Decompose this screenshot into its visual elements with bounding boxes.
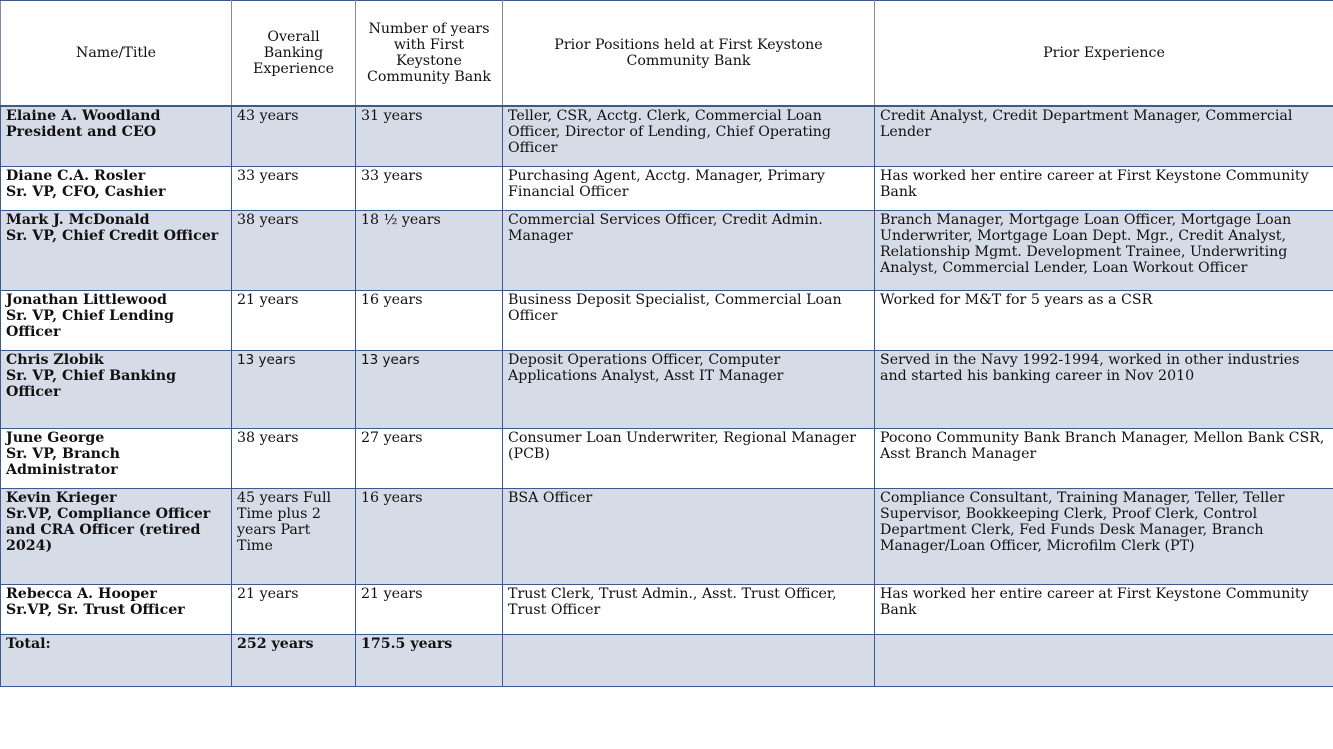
table-row	[1, 488, 1333, 584]
officer-name: Mark J. McDonald	[6, 211, 150, 228]
overall-experience-cell: 21 years	[232, 584, 356, 634]
prior-positions-cell: Business Deposit Specialist, Commercial Loan Officer	[503, 290, 875, 350]
years-with-bank-cell: 31 years	[356, 106, 503, 166]
header-prior-positions: Prior Positions held at First Keystone Community Bank	[503, 1, 875, 107]
total-prior-experience	[875, 634, 1333, 686]
prior-experience-cell: Compliance Consultant, Training Manager, Teller, Teller Supervisor, Bookkeeping Clerk, Proof Clerk, Control Department Clerk, Fed Funds Desk Manager, Branch Manager/Loan Officer, Microfilm Clerk (PT)	[875, 488, 1333, 584]
overall-experience-cell: 38 years	[232, 210, 356, 290]
name-title-cell	[1, 106, 232, 166]
prior-experience-cell: Served in the Navy 1992-1994, worked in other industries and started his banking career in Nov 2010	[875, 350, 1333, 428]
officer-name: Elaine A. Woodland	[6, 108, 161, 124]
officer-name: Chris Zlobik	[6, 351, 104, 368]
header-years-with-bank: Number of years with First Keystone Community Bank	[356, 1, 503, 107]
officer-title: Sr.VP, Compliance Officer and CRA Officer (retired 2024)	[6, 505, 211, 554]
total-row	[1, 634, 1333, 686]
years-with-bank-cell: 16 years	[356, 290, 503, 350]
table-row	[1, 166, 1333, 210]
name-title-cell	[1, 488, 232, 584]
officer-title: Sr.VP, Sr. Trust Officer	[6, 601, 185, 618]
table-row	[1, 210, 1333, 290]
name-title-cell	[1, 350, 232, 428]
total-label: Total:	[1, 634, 232, 686]
years-with-bank-cell: 27 years	[356, 428, 503, 488]
years-with-bank-cell: 21 years	[356, 584, 503, 634]
table-row	[1, 106, 1333, 166]
name-title-cell	[1, 290, 232, 350]
table-row	[1, 350, 1333, 428]
table-row	[1, 290, 1333, 350]
prior-positions-cell: Deposit Operations Officer, Computer Applications Analyst, Asst IT Manager	[503, 350, 875, 428]
officer-title: President and CEO	[6, 124, 157, 140]
overall-experience-cell: 38 years	[232, 428, 356, 488]
prior-experience-cell: Pocono Community Bank Branch Manager, Mellon Bank CSR, Asst Branch Manager	[875, 428, 1333, 488]
header-prior-experience: Prior Experience	[875, 1, 1333, 107]
years-with-bank-cell: 16 years	[356, 488, 503, 584]
officer-title: Sr. VP, Chief Lending Officer	[6, 307, 174, 340]
overall-experience-cell: 21 years	[232, 290, 356, 350]
officer-name: Rebecca A. Hooper	[6, 585, 157, 602]
years-with-bank-cell: 18 ½ years	[356, 210, 503, 290]
table-row	[1, 584, 1333, 634]
officer-name: June George	[6, 429, 105, 446]
prior-experience-cell: Has worked her entire career at First Keystone Community Bank	[875, 166, 1333, 210]
total-prior-positions	[503, 634, 875, 686]
officer-name: Jonathan Littlewood	[6, 291, 167, 308]
total-overall-experience: 252 years	[232, 634, 356, 686]
prior-positions-cell: Teller, CSR, Acctg. Clerk, Commercial Loan Officer, Director of Lending, Chief Operating Officer	[503, 106, 875, 166]
name-title-cell	[1, 584, 232, 634]
prior-positions-cell: Purchasing Agent, Acctg. Manager, Primary Financial Officer	[503, 166, 875, 210]
name-title-cell	[1, 428, 232, 488]
overall-experience-cell: 45 years Full Time plus 2 years Part Time	[232, 488, 356, 584]
officer-title: Sr. VP, Chief Banking Officer	[6, 367, 177, 400]
prior-positions-cell: Trust Clerk, Trust Admin., Asst. Trust Officer, Trust Officer	[503, 584, 875, 634]
prior-positions-cell: Commercial Services Officer, Credit Admin. Manager	[503, 210, 875, 290]
prior-positions-cell: Consumer Loan Underwriter, Regional Manager (PCB)	[503, 428, 875, 488]
header-row	[1, 1, 1333, 107]
overall-experience-cell: 43 years	[232, 106, 356, 166]
prior-experience-cell: Credit Analyst, Credit Department Manager, Commercial Lender	[875, 106, 1333, 166]
officer-title: Sr. VP, Chief Credit Officer	[6, 227, 219, 244]
overall-experience-cell: 33 years	[232, 166, 356, 210]
officer-title: Sr. VP, Branch Administrator	[6, 445, 120, 478]
prior-experience-cell: Branch Manager, Mortgage Loan Officer, Mortgage Loan Underwriter, Mortgage Loan Dept. Mgr., Credit Analyst, Relationship Mgmt. Development Trainee, Underwriting Analyst, Commercial Lender, Loan Workout Officer	[875, 210, 1333, 290]
name-title-cell	[1, 166, 232, 210]
prior-experience-cell: Worked for M&T for 5 years as a CSR	[875, 290, 1333, 350]
years-with-bank-cell: 33 years	[356, 166, 503, 210]
officer-name: Kevin Krieger	[6, 489, 117, 506]
officer-name: Diane C.A. Rosler	[6, 167, 146, 184]
prior-positions-cell: BSA Officer	[503, 488, 875, 584]
table-row	[1, 428, 1333, 488]
overall-experience-cell: 13 years	[232, 350, 356, 428]
header-name-title: Name/Title	[1, 1, 232, 107]
prior-experience-cell: Has worked her entire career at First Keystone Community Bank	[875, 584, 1333, 634]
officer-title: Sr. VP, CFO, Cashier	[6, 183, 166, 200]
years-with-bank-cell: 13 years	[356, 350, 503, 428]
name-title-cell	[1, 210, 232, 290]
header-overall-experience: Overall Banking Experience	[232, 1, 356, 107]
total-years-with-bank: 175.5 years	[356, 634, 503, 686]
